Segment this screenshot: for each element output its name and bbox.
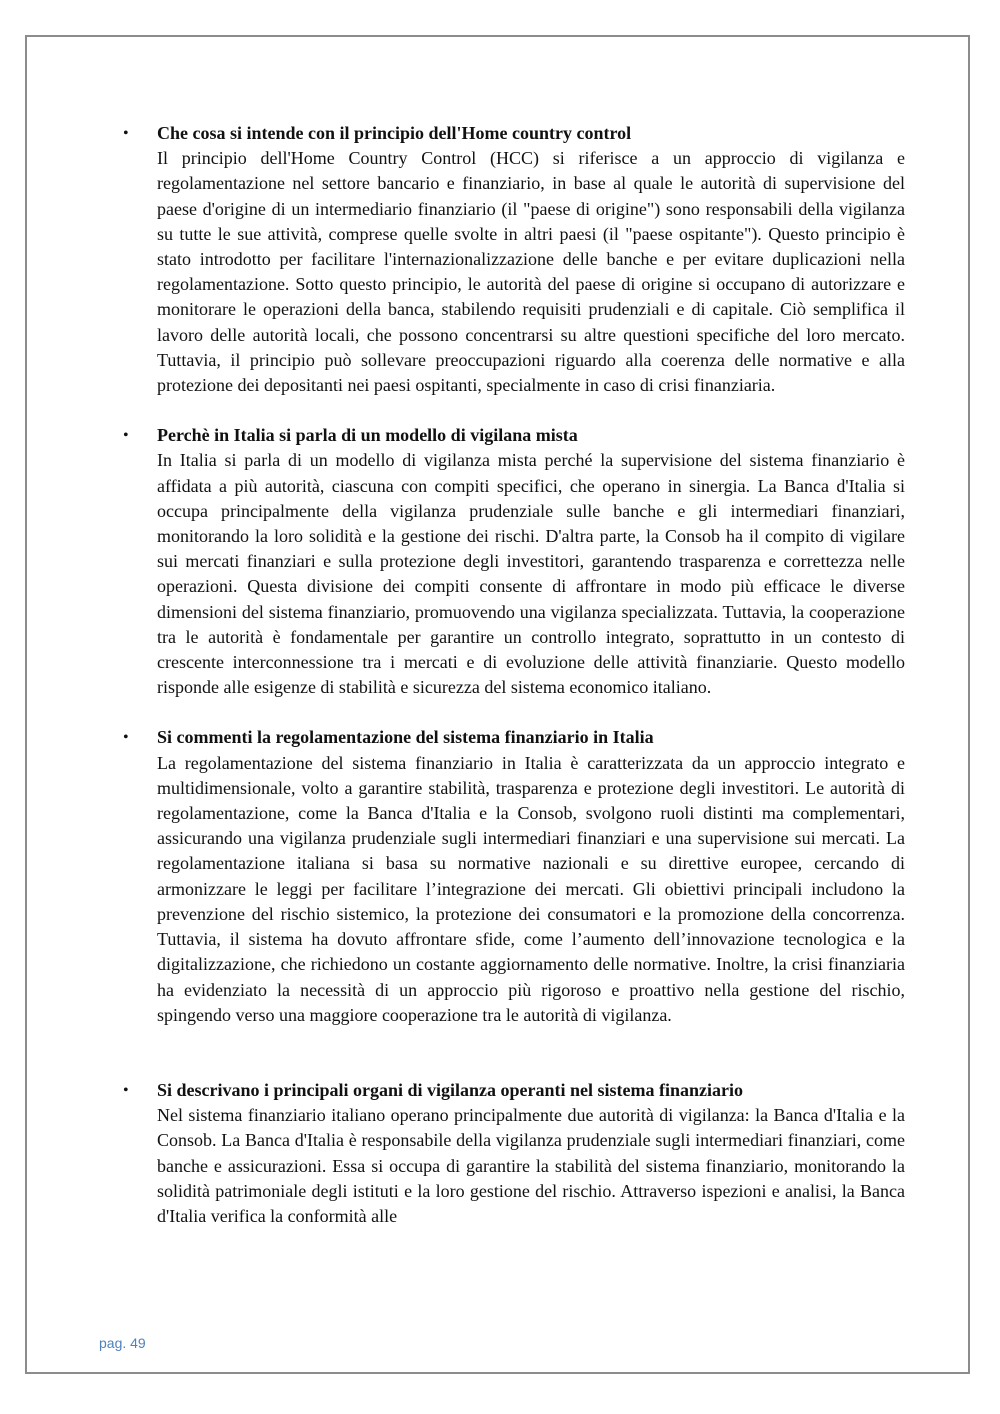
answer-paragraph: Il principio dell'Home Country Control (HCC) si riferisce a un approccio di vigilanza e regolamentazione nel settore bancario e finanziario, in base al quale le autorità di supervisione del paese d'origine di un intermediario finanziario (il "paese di origine") sono responsabili della vigilanza su tutte le sue attività, comprese quelle svolte in altri paesi (il "paese ospitante"). Questo principio è stato introdotto per facilitare l'internazionalizzazione delle banche e per evitare duplicazioni nella regolamentazione. Sotto questo principio, le autorità del paese di origine si occupano di autorizzare e monitorare le operazioni della banca, stabilendo requisiti prudenziali e di capitale. Ciò semplifica il lavoro delle autorità locali, che possono concentrarsi su altre questioni specifiche del loro mercato. Tuttavia, il principio può sollevare preoccupazioni riguardo alla coerenza delle normative e alla protezione dei depositanti nei paesi ospitanti, specialmente in caso di crisi finanziaria. xyxy=(157,148,905,396)
question-heading: Che cosa si intende con il principio dell'Home country control xyxy=(157,123,632,143)
qa-section-regolamentazione xyxy=(123,725,905,1027)
bullet-icon: • xyxy=(123,125,129,142)
question-heading: Perchè in Italia si parla di un modello di vigilana mista xyxy=(157,425,578,446)
qa-section-organi-vigilanza xyxy=(123,1078,905,1229)
bullet-icon: • xyxy=(123,427,129,445)
question-heading: Si commenti la regolamentazione del sistema finanziario in Italia xyxy=(157,727,654,748)
document-body xyxy=(123,121,905,1229)
answer-paragraph: La regolamentazione del sistema finanziario in Italia è caratterizzata da un approccio integrato e multidimensionale, volto a garantire stabilità, trasparenza e protezione degli investitori. Le autorità di regolamentazione, come la Banca d'Italia e la Consob, svolgono ruoli distinti ma complementari, assicurando una vigilanza prudenziale sugli intermediari finanziari e una supervisione sui mercati. La regolamentazione italiana si basa su normative nazionali e su direttive europee, cercando di armonizzare le leggi per facilitare l’integrazione dei mercati. Gli obiettivi principali includono la prevenzione del rischio sistemico, la protezione dei consumatori e la promozione della concorrenza. Tuttavia, il sistema ha dovuto affrontare sfide, come l’aumento dell’innovazione tecnologica e la digitalizzazione, che richiedono un costante aggiornamento delle normative. Inoltre, la crisi finanziaria ha evidenziato la necessità di un approccio più rigoroso e proattivo nella gestione del rischio, spingendo verso una maggiore cooperazione tra le autorità di vigilanza. xyxy=(157,752,905,1025)
qa-section-home-country-control xyxy=(123,121,905,398)
qa-section-vigilanza-mista xyxy=(123,423,905,700)
answer-paragraph: In Italia si parla di un modello di vigilanza mista perché la supervisione del sistema finanziario è affidata a più autorità, ciascuna con compiti specifici, che operano in sinergia. La Banca d'Italia si occupa principalmente della vigilanza prudenziale sulle banche e gli intermediari finanziari, monitorando la loro solidità e la gestione dei rischi. D'altra parte, la Consob ha il compito di vigilare sui mercati finanziari e sulla protezione degli investitori, garantendo trasparenza e correttezza nelle operazioni. Questa divisione dei compiti consente di affrontare in modo più efficace le diverse dimensioni del sistema finanziario, promuovendo una vigilanza specializzata. Tuttavia, la cooperazione tra le autorità è fondamentale per garantire un controllo integrato, soprattutto in un contesto di crescente interconnessione tra i mercati e di evoluzione delle attività finanziarie. Questo modello risponde alle esigenze di stabilità e sicurezza del sistema economico italiano. xyxy=(157,450,905,698)
page-number: pag. 49 xyxy=(99,1335,146,1351)
bullet-icon: • xyxy=(123,729,129,747)
question-heading: Si descrivano i principali organi di vigilanza operanti nel sistema finanziario xyxy=(157,1079,744,1100)
bullet-icon: • xyxy=(123,1081,129,1099)
answer-paragraph: Nel sistema finanziario italiano operano principalmente due autorità di vigilanza: la Banca d'Italia e la Consob. La Banca d'Italia è responsabile della vigilanza prudenziale sugli intermediari finanziari, come banche e assicurazioni. Essa si occupa di garantire la stabilità del sistema finanziario, monitorando la solidità patrimoniale degli istituti e la loro gestione del rischio. Attraverso ispezioni e analisi, la Banca d'Italia verifica la conformità alle xyxy=(157,1105,905,1226)
